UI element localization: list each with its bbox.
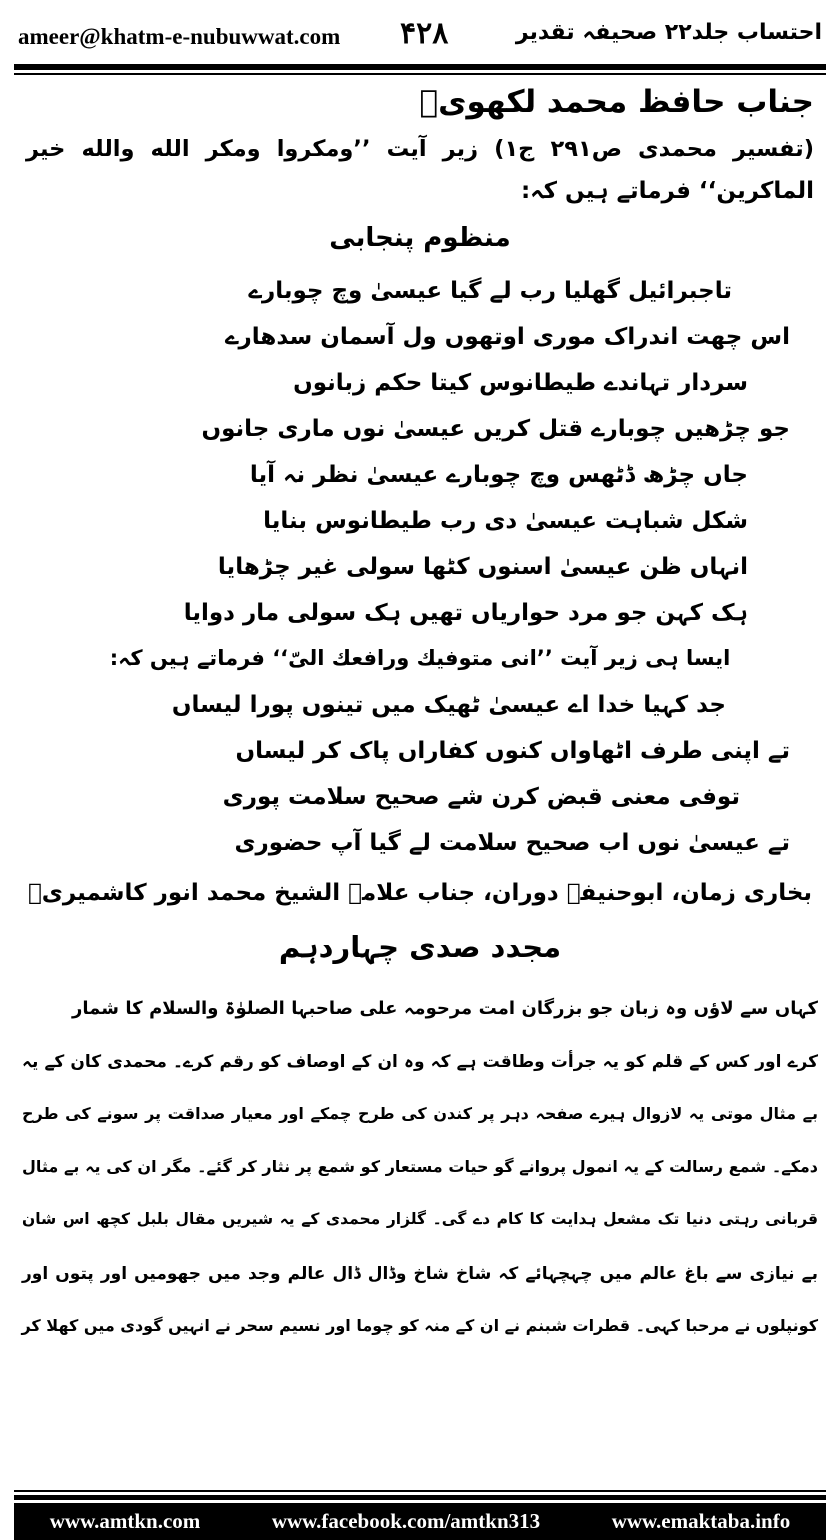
- verse-line: انہاں ظن عیسیٰ اسنوں کٹھا سولی غیر چڑھایا: [217, 554, 748, 580]
- verse-line: جو چڑھیں چوبارے قتل کریں عیسیٰ نوں ماری جانوں: [201, 416, 790, 442]
- footer-rule-thick: [14, 1495, 826, 1500]
- verse-line: تاجبرائیل گھلیا رب لے گیا عیسیٰ وچ چوبارے: [248, 278, 732, 304]
- verse-line: توفی معنی قبض کرن شے صحیح سلامت پوری: [222, 784, 740, 810]
- footer-link-amtkn[interactable]: www.amtkn.com: [49, 1509, 201, 1533]
- intro-line-2: الماکرین‘‘ فرماتے ہیں کہ:: [520, 178, 814, 204]
- verse-line: ہک کہن جو مرد حواریاں تھیں ہک سولی مار دوایا: [183, 600, 748, 626]
- verse-line: تے عیسیٰ نوں اب صحیح سلامت لے گیا آپ حضوری: [234, 830, 790, 856]
- section-subheading: مجدد صدی چہاردہم: [278, 930, 562, 964]
- header-rule-thin: [14, 73, 826, 75]
- header-rule-thick: [14, 64, 826, 70]
- prose-line: کہاں سے لاؤں وہ زبان جو بزرگان امت مرحومہ علی صاحبہا الصلوٰۃ والسلام کا شمار: [72, 998, 818, 1019]
- prose-line: قربانی رہتی دنیا تک مشعل ہدایت کا کام دے گی۔ گلزار محمدی کے یہ شیریں مقال بلبل کچھ اس شان: [22, 1210, 818, 1228]
- poem-title: منظوم پنجابی: [329, 223, 511, 253]
- verse-line: سردار تہاندے طیطانوس کیتا حکم زبانوں: [293, 370, 748, 396]
- section-heading-hafiz-lakhvi: جناب حافظ محمد لکھویؒ: [419, 84, 814, 120]
- book-title: احتساب جلد۲۲ صحیفہ تقدیر: [515, 20, 822, 45]
- prose-line: کونپلوں نے مرحبا کہی۔ قطرات شبنم نے ان کے منہ کو چوما اور نسیم سحر نے انہیں گودی میں کھلا کر: [21, 1316, 818, 1335]
- prose-line: بے نیازی سے باغ عالم میں چہچہائے کہ شاخ شاخ وڈال ڈال عالم وجد میں جھومیں اور پتوں اور: [22, 1264, 818, 1284]
- second-intro: ایسا ہی زیر آیت ’’انی متوفیك ورافعك الیّ‘‘ فرماتے ہیں کہ:: [109, 646, 731, 670]
- verse-line: جد کہیا خدا اے عیسیٰ ٹھیک میں تینوں پورا لیساں: [171, 692, 726, 718]
- verse-line: شکل شباہت عیسیٰ دی رب طیطانوس بنایا: [263, 508, 748, 534]
- footer-bar: [14, 1503, 826, 1540]
- header-email: ameer@khatm-e-nubuwwat.com: [18, 24, 341, 49]
- verse-line: تے اپنی طرف اٹھاواں کنوں کفاراں پاک کر لیساں: [235, 738, 790, 764]
- verse-line: جاں چڑھ ڈٹھس وچ چوبارے عیسیٰ نظر نہ آیا: [249, 462, 748, 488]
- intro-line-1: (تفسیر محمدی ص۲۹۱ ج۱) زیر آیت ’’ومکروا ومکر الله والله خیر: [26, 136, 814, 162]
- section-heading-anwar-kashmiri: بخاری زمان، ابوحنیفہ دوران، جناب علامۃ الشیخ محمد انور کاشمیریؒ: [27, 880, 813, 906]
- page-header: [18, 14, 822, 60]
- prose-line: دمکے۔ شمع رسالت کے یہ انمول پروانے گو حیات مستعار کو شمع پر نثار کر گئے۔ مگر ان کی یہ بے مثال: [22, 1157, 818, 1176]
- prose-line: بے مثال موتی یہ لازوال ہیرے صفحہ دہر پر کندن کی طرح چمکے اور معیار صداقت پر سونے کی طرح: [22, 1104, 819, 1123]
- verse-line: اس چھت اندراک موری اوتھوں ول آسمان سدھارے: [225, 324, 790, 350]
- footer-link-facebook[interactable]: www.facebook.com/amtkn313: [271, 1509, 541, 1533]
- footer-rule-thin: [14, 1490, 826, 1492]
- footer-link-emaktaba[interactable]: www.emaktaba.info: [611, 1509, 791, 1533]
- page-number: ۴۲۸: [400, 16, 449, 51]
- prose-line: کرے اور کس کے قلم کو یہ جرأت وطاقت ہے کہ وہ ان کے اوصاف کو رقم کرے۔ محمدی کان کے یہ: [22, 1052, 818, 1072]
